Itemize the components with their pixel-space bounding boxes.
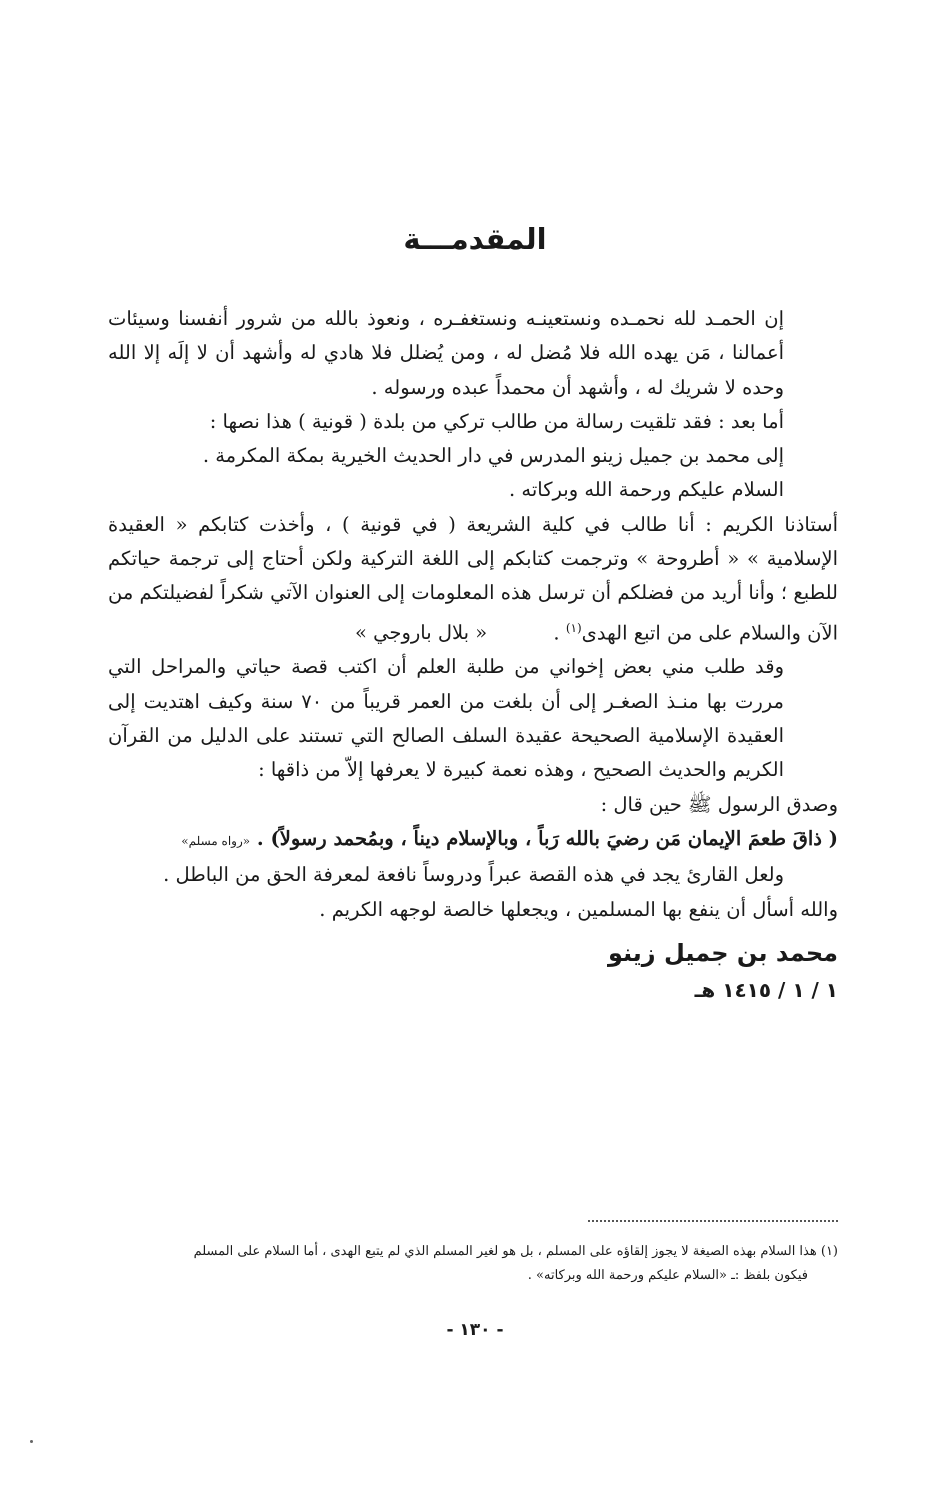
paragraph-addressee: إلى محمد بن جميل زينو المدرس في دار الحديث الخيرية بمكة المكرمة .	[202, 444, 784, 468]
hadith-line	[108, 822, 838, 858]
letter-text: أستاذنا الكريم : أنا طالب في كلية الشريعة ( في قونية ) ، وأخذت كتابكم « العقيدة الإسلامية » « أطروحة » وترجمت كتابكم إلى اللغة التركية ولكن أحتاج إلى ترجمة حياتكم للطبع ؛ وأنا أريد من فضلكم أن ترسل هذه المعلومات إلى العنوان الآتي شكراً لفضيلتكم من الآن والسلام على من اتبع الهدى	[108, 512, 838, 645]
hadith-text: ( ذاقَ طعمَ الإيمان مَن رضيَ بالله رَباً ، وبالإسلام ديناً ، وبمُحمد رسولاً) .	[256, 826, 838, 850]
footnote-line-1: (١) هذا السلام بهذه الصيغة لا يجوز إلقاؤه على المسلم ، بل هو لغير المسلم الذي لم يتبع الهدى ، أما السلام على المسلم	[193, 1244, 838, 1259]
date-line: ١ / ١ / ١٤١٥ هـ	[694, 977, 838, 1002]
paragraph-closing: والله أسأل أن ينفع بها المسلمين ، ويجعلها خالصة لوجهه الكريم .	[319, 897, 838, 921]
footnote-separator	[588, 1220, 838, 1222]
paragraph-request: وقد طلب مني بعض إخواني من طلبة العلم أن اكتب قصة حياتي والمراحل التي مررت بها منـذ الصغـر إلى أن بلغت من العمر قريباً من ٧٠ سنة وكيف اهتديت إلى العقيدة الإسلامية الصحيحة عقيدة السلف الصالح التي تستند على الدليل من القرآن الكريم والحديث الصحيح ، وهذه نعمة كبيرة لا يعرفها إلاّ من ذاقها :	[108, 655, 784, 782]
paragraph-prophet-said: وصدق الرسول ﷺ حين قال :	[600, 792, 838, 816]
hadith-reference: «رواه مسلم»	[181, 833, 251, 848]
footnote-marker: (١)	[565, 620, 582, 635]
paragraph-opening: إن الحمـد لله نحمـده ونستعينـه ونستغفـره ، ونعوذ بالله من شرور أنفسنا وسيئات أعمالنا ، مَن يهده الله فلا مُضل له ، ومن يُضلل فلا هادي له وأشهد أن لا إلَه إلا الله وحده لا شريك له ، وأشهد أن محمداً عبده ورسوله .	[108, 307, 784, 399]
author-signature: محمد بن جميل زينو	[607, 938, 838, 967]
paragraph-lessons: ولعل القارئ يجد في هذه القصة عبراً ودروساً نافعة لمعرفة الحق من الباطل .	[163, 863, 784, 887]
footnote	[108, 1240, 838, 1288]
footnote-line-2: فيكون بلفظ :ـ «السلام عليكم ورحمة الله وبركاته» .	[527, 1268, 808, 1283]
scan-speck	[30, 1440, 33, 1443]
paragraph-greeting: السلام عليكم ورحمة الله وبركاته .	[509, 478, 784, 502]
paragraph-after-that: أما بعد : فقد تلقيت رسالة من طالب تركي من بلدة ( قونية ) هذا نصها :	[209, 409, 784, 433]
page-title: المقدمـــة	[403, 222, 547, 256]
sender-name: « بلال باروجي »	[355, 621, 488, 645]
paragraph-letter: أستاذنا الكريم : أنا طالب في كلية الشريعة ( في قونية ) ، وأخذت كتابكم « العقيدة الإسلامية » « أطروحة » وترجمت كتابكم إلى اللغة التركية ولكن أحتاج إلى ترجمة حياتكم للطبع ؛ وأنا أريد من فضلكم أن ترسل هذه المعلومات إلى العنوان الآتي شكراً لفضيلتكم من الآن والسلام على من اتبع الهدى$^{(١)}$ . « بلال باروجي »	[108, 512, 838, 645]
page-number: - ١٣٠ -	[446, 1320, 504, 1340]
body-text	[108, 302, 838, 1007]
